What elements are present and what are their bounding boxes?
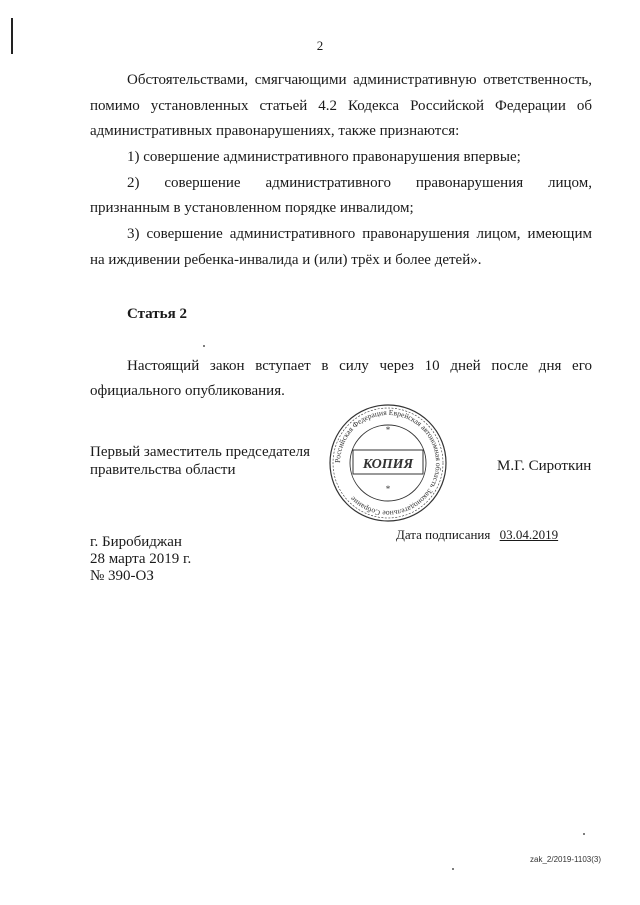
seal-ring-text: Российская Федерация Еврейская автономная область Законодательное Собрание bbox=[332, 407, 444, 519]
signing-date-line bbox=[396, 523, 558, 547]
official-seal bbox=[327, 402, 449, 524]
list-item: 3) совершение административного правонарушения лицом, имеющим bbox=[127, 226, 592, 242]
seal-star-icon: * bbox=[385, 484, 391, 494]
list-item-continuation: на иждивении ребенка-инвалида и (или) трёх и более детей». bbox=[90, 252, 482, 268]
article-text-line: Настоящий закон вступает в силу через 10 дней после дня его bbox=[127, 358, 592, 374]
paragraph-line: помимо установленных статьей 4.2 Кодекса Российской Федерации об bbox=[90, 98, 592, 114]
signatory-name: М.Г. Сироткин bbox=[497, 458, 592, 474]
signatory-position: Первый заместитель председателя bbox=[90, 444, 310, 460]
list-item: 1) совершение административного правонарушения впервые; bbox=[127, 149, 521, 165]
list-item-continuation: признанным в установленном порядке инвалидом; bbox=[90, 200, 414, 216]
article-text-line: официального опубликования. bbox=[90, 383, 285, 399]
scan-speck bbox=[203, 345, 205, 347]
document-code: zak_2/2019-1103(3) bbox=[530, 855, 602, 864]
adoption-date: 28 марта 2019 г. bbox=[90, 551, 192, 567]
signing-date-value: 03.04.2019 bbox=[499, 527, 559, 542]
page-number: 2 bbox=[316, 38, 324, 53]
list-item: 2) совершение административного правонарушения лицом, bbox=[127, 175, 592, 191]
scan-speck bbox=[452, 868, 454, 870]
city: г. Биробиджан bbox=[90, 534, 182, 550]
seal-center-label: КОПИЯ bbox=[362, 457, 414, 472]
seal-star-icon: * bbox=[385, 425, 391, 435]
scan-speck bbox=[583, 833, 585, 835]
paragraph-line: Обстоятельствами, смягчающими административную ответственность, bbox=[127, 72, 592, 88]
signatory-position: правительства области bbox=[90, 462, 236, 478]
paragraph-line: административных правонарушениях, также признаются: bbox=[90, 123, 460, 139]
law-number: № 390-ОЗ bbox=[90, 568, 154, 584]
article-heading: Статья 2 bbox=[127, 306, 187, 322]
signing-date-label: Дата подписания bbox=[396, 527, 491, 542]
